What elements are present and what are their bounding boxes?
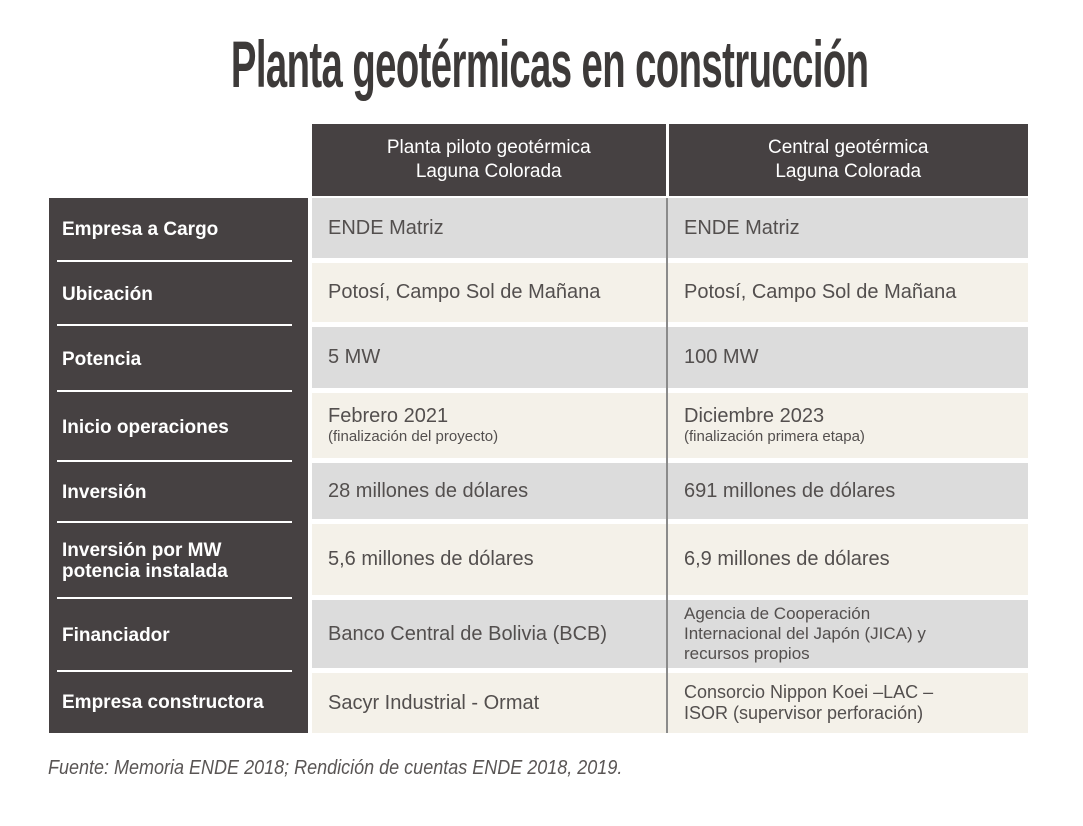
cell-piloto-constructora — [312, 673, 666, 733]
cell-value: 28 millones de dólares — [328, 479, 529, 502]
column-header-planta-piloto: Planta piloto geotérmica Laguna Colorada — [312, 124, 666, 196]
cell-note: (finalización primera etapa) — [684, 428, 865, 446]
table-header-row — [312, 124, 1028, 196]
cell-central-potencia — [668, 327, 1028, 388]
cell-value: ENDE Matriz — [684, 216, 800, 239]
cell-central-inicio — [668, 393, 1028, 458]
column-header-central: Central geotérmica Laguna Colorada — [669, 124, 1029, 196]
cell-value: 5,6 millones de dólares — [328, 548, 534, 570]
cell-value: ENDE Matriz — [328, 216, 444, 239]
column-planta-piloto — [312, 198, 666, 733]
cell-piloto-potencia — [312, 327, 666, 388]
table-body — [49, 198, 1028, 733]
cell-value: Agencia de Cooperación Internacional del Japón (JICA) y recursos propios — [684, 603, 926, 664]
cell-central-inversion-mw — [668, 524, 1028, 595]
cell-value: Sacyr Industrial - Ormat — [328, 691, 540, 714]
cell-value: Diciembre 2023 — [684, 405, 825, 428]
page-title — [0, 26, 1083, 102]
row-label-ubicacion: Ubicación — [49, 263, 308, 327]
cell-piloto-inversion — [312, 463, 666, 519]
row-label-potencia: Potencia — [49, 327, 308, 393]
source-note — [48, 757, 1083, 780]
comparison-table — [49, 124, 1028, 733]
row-label-inversion: Inversión — [49, 463, 308, 524]
cell-central-ubicacion — [668, 263, 1028, 322]
source-note-text: Fuente: Memoria ENDE 2018; Rendición de cuentas ENDE 2018, 2019. — [48, 757, 623, 779]
cell-piloto-empresa — [312, 198, 666, 258]
cell-value: 691 millones de dólares — [684, 479, 896, 502]
row-label-empresa-a-cargo: Empresa a Cargo — [49, 198, 308, 263]
cell-central-constructora — [668, 673, 1028, 733]
cell-note: (finalización del proyecto) — [328, 428, 499, 446]
cell-value: 5 MW — [328, 346, 381, 368]
cell-central-empresa — [668, 198, 1028, 258]
cell-value: 6,9 millones de dólares — [684, 548, 890, 570]
cell-value: Potosí, Campo Sol de Mañana — [328, 281, 601, 303]
row-label-financiador: Financiador — [49, 600, 308, 673]
cell-value: Banco Central de Bolivia (BCB) — [328, 622, 608, 645]
cell-value: Consorcio Nippon Koei –LAC – ISOR (supervisor perforación) — [684, 681, 934, 723]
cell-central-inversion — [668, 463, 1028, 519]
row-label-column — [49, 198, 308, 733]
cell-value: 100 MW — [684, 346, 759, 368]
cell-piloto-financiador — [312, 600, 666, 668]
column-central — [668, 198, 1028, 733]
cell-piloto-inversion-mw — [312, 524, 666, 595]
row-label-inversion-por-mw: Inversión por MW potencia instalada — [49, 524, 308, 600]
cell-piloto-inicio — [312, 393, 666, 458]
row-label-empresa-constructora: Empresa constructora — [62, 691, 264, 713]
row-label-inicio-operaciones: Inicio operaciones — [49, 393, 308, 463]
cell-piloto-ubicacion — [312, 263, 666, 322]
cell-value: Potosí, Campo Sol de Mañana — [684, 281, 957, 303]
page-title-text: Planta geotérmicas en construcción — [230, 27, 869, 101]
cell-value: Febrero 2021 — [328, 405, 449, 428]
cell-central-financiador — [668, 600, 1028, 668]
